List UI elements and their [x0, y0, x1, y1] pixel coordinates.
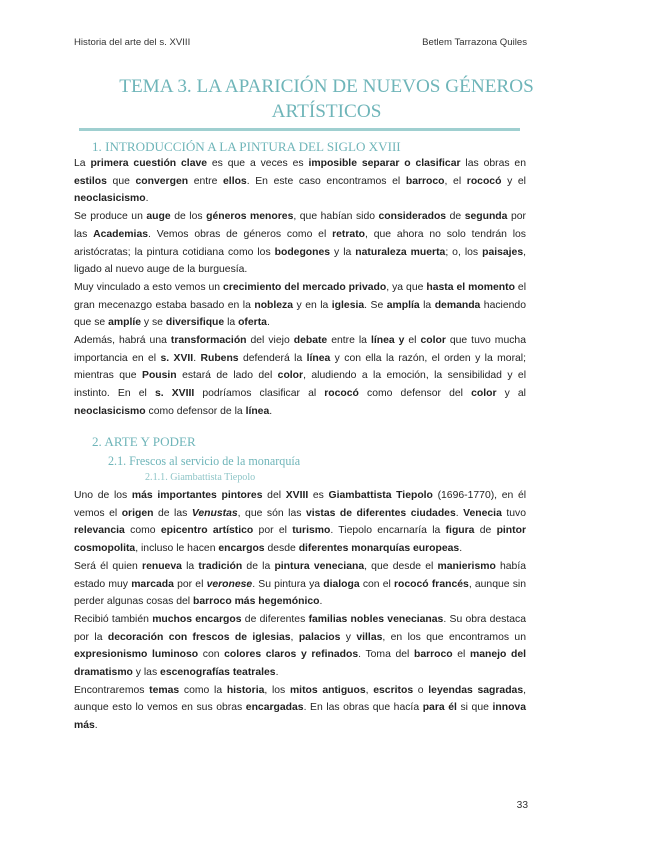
bold-text-run: leyendas sagradas [428, 684, 524, 696]
text-run: , [290, 631, 299, 643]
bold-text-run: pintura veneciana [274, 560, 365, 572]
bold-text-run: vistas de diferentes ciudades [305, 507, 456, 519]
text-run: tuvo [501, 507, 527, 519]
text-run: . [275, 667, 279, 679]
text-run: de la [242, 560, 275, 572]
bold-text-run: para él [422, 702, 457, 714]
text-run: . [94, 720, 98, 732]
bold-text-run: historia [226, 684, 265, 696]
bold-text-run: marcada [131, 578, 174, 590]
bold-text-run: palacios [298, 631, 341, 643]
text-run: Además, habrá una [74, 335, 171, 347]
bold-text-run: línea y [370, 335, 405, 347]
paragraph [74, 487, 526, 558]
text-run: y con ella la razón, el orden y la moral; mientras que [74, 352, 527, 382]
text-run: por el [253, 525, 293, 537]
bold-text-run: color [277, 370, 304, 382]
bold-text-run: mitos antiguos [289, 684, 366, 696]
text-run: haciendo que se [74, 299, 526, 329]
bold-text-run: estilos [74, 175, 107, 187]
text-run: , aludiendo a la emoción, la sensibilidad y el instinto. En el [74, 370, 527, 400]
text-run: , ya que [386, 281, 427, 293]
bold-text-run: iglesia [331, 299, 365, 311]
section-intro-body [74, 155, 526, 421]
bold-text-run: relevancia [74, 525, 125, 537]
text-run: como la [179, 684, 227, 696]
text-run: y el [501, 175, 526, 187]
bold-text-run: s. XVII [160, 352, 194, 364]
text-run: , que ahora no solo tendrán los aristócratas; la pintura cotidiana como los [74, 228, 526, 258]
text-run: la [419, 299, 435, 311]
bold-text-run: escritos [373, 684, 414, 696]
bold-text-run: color [471, 388, 497, 400]
bold-text-run: figura [445, 525, 475, 537]
text-run: Encontraremos [74, 684, 150, 696]
paragraph [74, 279, 526, 332]
text-run: de los [170, 211, 207, 223]
text-run: ; o, los [445, 246, 483, 258]
paragraph [74, 682, 526, 735]
text-run: , en los que encontramos un [382, 631, 526, 643]
bold-text-run: familias nobles venecianas [308, 613, 444, 625]
text-run: y [340, 631, 357, 643]
bold-text-run: barroco [405, 175, 445, 187]
bold-text-run: considerados [378, 211, 447, 223]
text-run: . [145, 193, 149, 205]
bold-text-run: expresionismo luminoso [74, 649, 199, 661]
bold-text-run: rococó [466, 175, 502, 187]
text-run: , aunque sin perder algunas cosas del [74, 578, 527, 608]
bold-text-run: muchos encargos [152, 613, 242, 625]
bold-text-run: temas [149, 684, 180, 696]
bold-text-run: primera cuestión clave [90, 158, 208, 169]
bold-text-run: diferentes monarquías europeas [298, 543, 460, 555]
bold-text-run: manierismo [437, 560, 496, 572]
text-run: , [365, 684, 374, 696]
bold-text-run: segunda [464, 211, 508, 223]
bold-text-run: más importantes pintores [131, 490, 263, 501]
title-divider [79, 128, 520, 131]
text-run: había estado muy [74, 560, 527, 590]
text-run: entre la [327, 335, 371, 347]
text-run: o [413, 684, 429, 696]
bold-text-run: auge [146, 211, 171, 223]
text-run: como defensor del [358, 388, 472, 400]
text-run: el [452, 649, 470, 661]
text-run: si que [456, 702, 493, 714]
text-run: y se [141, 317, 166, 329]
text-run: desde [264, 543, 299, 555]
text-run: por el [173, 578, 207, 590]
text-run: que [106, 175, 136, 187]
text-run: podríamos clasificar al [194, 388, 325, 400]
bold-text-run: barroco más hegemónico [193, 596, 320, 608]
text-run: del viejo [246, 335, 294, 347]
paragraph [74, 155, 526, 208]
text-run: la [181, 560, 199, 572]
bold-text-run: s. XVIII [154, 388, 195, 400]
bold-text-run: color [420, 335, 446, 347]
bold-text-run: ellos [223, 175, 247, 187]
text-run: . [455, 507, 464, 519]
paragraph [74, 332, 526, 421]
text-run: estará de lado del [176, 370, 278, 382]
text-run: la [224, 317, 239, 329]
text-run: Muy vinculado a esto vemos un [74, 281, 224, 293]
bold-text-run: oferta [238, 317, 267, 329]
bold-text-run: nobleza [254, 299, 294, 311]
text-run: entre [188, 175, 224, 187]
bold-text-run: bodegones [274, 246, 331, 258]
bold-text-run: demanda [434, 299, 481, 311]
text-run: y las [132, 667, 161, 679]
text-run: del [262, 490, 286, 501]
text-run: es que a veces es [207, 158, 309, 169]
bold-text-run: innova más [74, 702, 526, 732]
text-run: Uno de los [74, 490, 132, 501]
text-run: Se produce un [74, 211, 147, 223]
bold-text-run: encargos [218, 543, 265, 555]
bold-text-run: amplíe [108, 317, 142, 329]
bold-text-run: colores claros y refinados [224, 649, 359, 661]
bold-text-run: transformación [170, 335, 247, 347]
bold-text-run: neoclasicismo [74, 405, 146, 417]
bold-text-run: origen [121, 507, 154, 519]
bold-text-run: rococó francés [394, 578, 469, 590]
bold-text-run: escenografías teatrales [160, 667, 276, 679]
text-run: . En este caso encontramos el [246, 175, 406, 187]
bold-text-run: diversifique [165, 317, 225, 329]
text-run: como defensor de la [145, 405, 246, 417]
text-run: . Se [364, 299, 387, 311]
text-run: , que habían sido [293, 211, 379, 223]
text-run: con [198, 649, 225, 661]
bold-text-run: pintor cosmopolita [74, 525, 527, 555]
bold-text-run: retrato [332, 228, 366, 240]
subsection-heading-frescos: 2.1. Frescos al servicio de la monarquía [108, 454, 301, 468]
bold-text-run: Pousin [142, 370, 177, 382]
text-run: el [404, 335, 421, 347]
bold-text-run: géneros menores [206, 211, 294, 223]
text-run: el gran mecenazgo estaba basado en la [74, 281, 526, 311]
text-run: , incluso le hacen [135, 543, 219, 555]
section-heading-intro: 1. INTRODUCCIÓN A LA PINTURA DEL SIGLO XVIII [92, 139, 401, 154]
text-run: . Su pintura ya [252, 578, 324, 590]
bold-text-run: Venustas [191, 507, 238, 519]
bold-text-run: turismo [292, 525, 331, 537]
text-run: . En las obras que hacía [303, 702, 423, 714]
header-left-text: Historia del arte del s. XVIII [74, 37, 191, 48]
bold-text-run: imposible separar o clasificar [308, 158, 461, 169]
bold-text-run: XVIII [285, 490, 309, 501]
text-run: . [319, 596, 323, 608]
text-run: , que desde el [364, 560, 438, 572]
bold-text-run: naturaleza muerta [355, 246, 446, 258]
bold-text-run: encargadas [245, 702, 304, 714]
bold-text-run: neoclasicismo [74, 193, 146, 205]
text-run: . [193, 352, 201, 364]
text-run: . Tiepolo encarnaría la [330, 525, 446, 537]
text-run: . Toma del [358, 649, 414, 661]
bold-text-run: convergen [135, 175, 189, 187]
section-heading-arte-poder: 2. ARTE Y PODER [92, 434, 196, 449]
text-run: por las [74, 211, 526, 240]
page-number: 33 [516, 800, 528, 811]
bold-text-run: línea [245, 405, 270, 417]
bold-text-run: Rubens [200, 352, 239, 364]
bold-text-run: veronese [206, 578, 253, 590]
text-run: es [308, 490, 329, 501]
bold-text-run: amplía [386, 299, 420, 311]
text-run: . [269, 405, 273, 417]
bold-text-run: dialoga [323, 578, 360, 590]
text-run: . [266, 317, 270, 329]
bold-text-run: Giambattista Tiepolo [328, 490, 433, 501]
paragraph [74, 611, 526, 682]
page-title: TEMA 3. LA APARICIÓN DE NUEVOS GÉNEROS ARTÍSTICOS [119, 76, 534, 122]
bold-text-run: epicentro artístico [160, 525, 254, 537]
bold-text-run: rococó [324, 388, 359, 400]
bold-text-run: tradición [198, 560, 243, 572]
text-run: las obras en [460, 158, 526, 169]
text-run: , aunque esto lo vemos en sus obras [74, 684, 526, 714]
text-run: , el [444, 175, 467, 187]
bold-text-run: barroco [413, 649, 453, 661]
bold-text-run: manejo del dramatismo [74, 649, 526, 679]
text-run: (1696-1770), en él vemos el [74, 490, 527, 519]
paragraph [74, 208, 526, 279]
text-run: . Su obra destaca por la [74, 613, 526, 643]
text-run: que tuvo mucha importancia en el [74, 335, 526, 364]
text-run: defenderá la [238, 352, 307, 364]
bold-text-run: renueva [142, 560, 182, 572]
bold-text-run: hasta el momento [426, 281, 515, 293]
text-run: . Vemos obras de géneros como el [148, 228, 333, 240]
bold-text-run: Venecia [463, 507, 502, 519]
text-run: Será él quien [74, 560, 143, 572]
text-run: y en la [293, 299, 332, 311]
header-author: Betlem Tarrazona Quiles [422, 37, 527, 48]
bold-text-run: paisajes [482, 246, 524, 258]
bold-text-run: Academias [93, 228, 148, 240]
text-run: como [124, 525, 161, 537]
text-run: con el [359, 578, 395, 590]
text-run: de [474, 525, 497, 537]
text-run: La [74, 158, 91, 169]
text-run: y al [496, 388, 526, 400]
text-run: de las [153, 507, 192, 519]
section-tiepolo-body [74, 487, 526, 735]
text-run: , los [264, 684, 290, 696]
subsubsection-heading-tiepolo: 2.1.1. Giambattista Tiepolo [145, 472, 256, 483]
text-run: , que són las [237, 507, 306, 519]
paragraph [74, 558, 526, 611]
bold-text-run: villas [356, 631, 383, 643]
bold-text-run: decoración con frescos de iglesias [107, 631, 291, 643]
text-run: Recibió también [74, 613, 153, 625]
text-run: de diferentes [241, 613, 309, 625]
bold-text-run: crecimiento del mercado privado [223, 281, 387, 293]
text-run: . [459, 543, 463, 555]
bold-text-run: debate [293, 335, 328, 347]
text-run: y la [330, 246, 356, 258]
bold-text-run: línea [306, 352, 331, 364]
text-run: , ligado al nuevo auge de la burguesía. [74, 246, 526, 276]
text-run: de [446, 211, 465, 223]
